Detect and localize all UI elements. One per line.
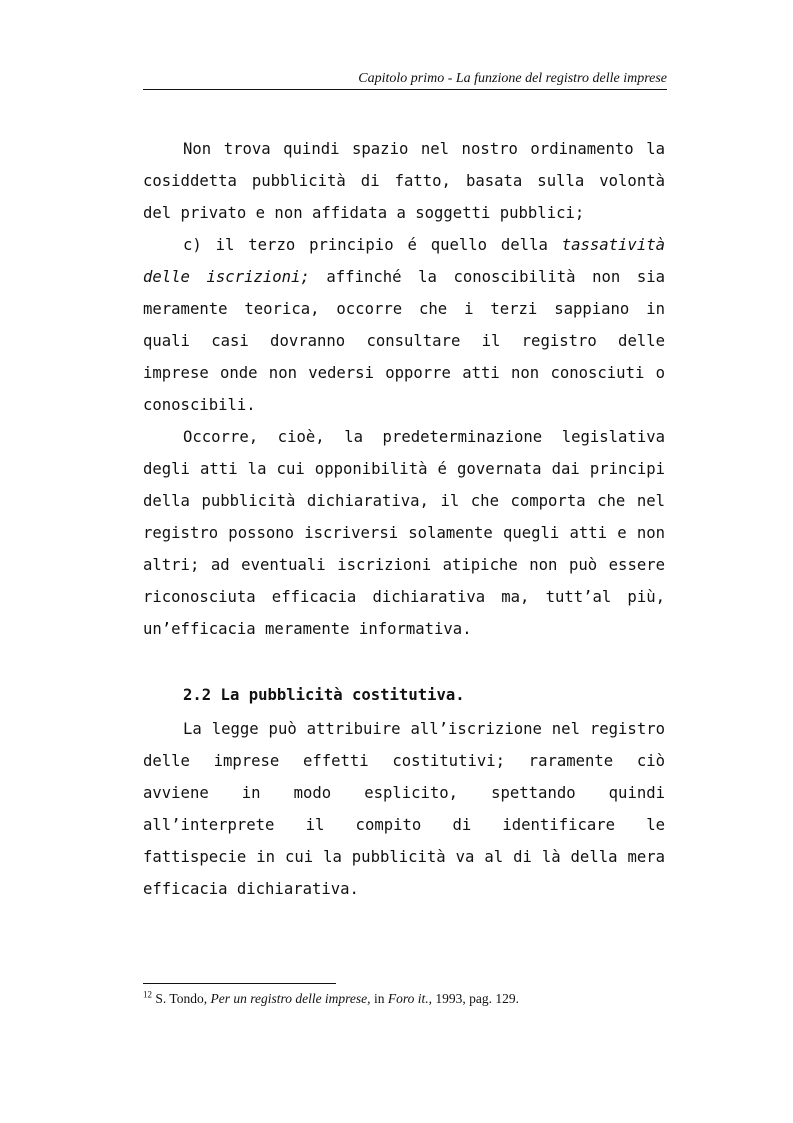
- footnote-text-middle: in: [370, 991, 388, 1006]
- footnote-cited-title: Per un registro delle imprese,: [210, 991, 371, 1006]
- paragraph-2-rest: affinché la conoscibilità non sia meramente teorica, occorre che i terzi sappiano in quali casi dovranno consultare il registro delle imprese onde non vedersi opporre atti non conosciuti o conoscibili.: [143, 268, 666, 414]
- main-text: [143, 133, 665, 905]
- footnote-text-end: 1993, pag. 129.: [431, 991, 519, 1006]
- section-paragraph-1: La legge può attribuire all’iscrizione nel registro delle imprese effetti costitutivi; raramente ciò avviene in modo esplicito, spettando quindi all’interprete il compito di identificare le fattispecie in cui la pubblicità va al di là della mera efficacia dichiarativa.: [143, 720, 665, 898]
- running-header: [143, 70, 667, 88]
- section-heading: 2.2 La pubblicità costitutiva.: [183, 686, 465, 704]
- paragraph-2: [143, 229, 665, 421]
- paragraph-3: Occorre, cioè, la predeterminazione legislativa degli atti la cui opponibilità é governata dai principi della pubblicità dichiarativa, il che comporta che nel registro possono iscriversi solamente quegli atti e non altri; ad eventuali iscrizioni atipiche non può essere riconosciuta efficacia dichiarativa ma, tutt’al più, un’efficacia meramente informativa.: [143, 428, 665, 638]
- paragraph-2-emphasis: tassatività delle iscrizioni;: [143, 236, 665, 286]
- footnote-divider: [143, 983, 336, 984]
- paragraph-2-lead: c) il terzo principio é quello della: [183, 236, 562, 254]
- footnote-text-start: S. Tondo,: [152, 991, 211, 1006]
- running-header-title: Capitolo primo - La funzione del registro delle imprese: [358, 71, 667, 86]
- header-divider: [143, 89, 667, 90]
- paragraph-1: Non trova quindi spazio nel nostro ordinamento la cosiddetta pubblicità di fatto, basata sulla volontà del privato e non affidata a soggetti pubblici;: [143, 140, 665, 222]
- footnote: [143, 990, 667, 1008]
- footnote-number: 12: [143, 989, 152, 1000]
- footnote-journal: Foro it.,: [387, 991, 432, 1006]
